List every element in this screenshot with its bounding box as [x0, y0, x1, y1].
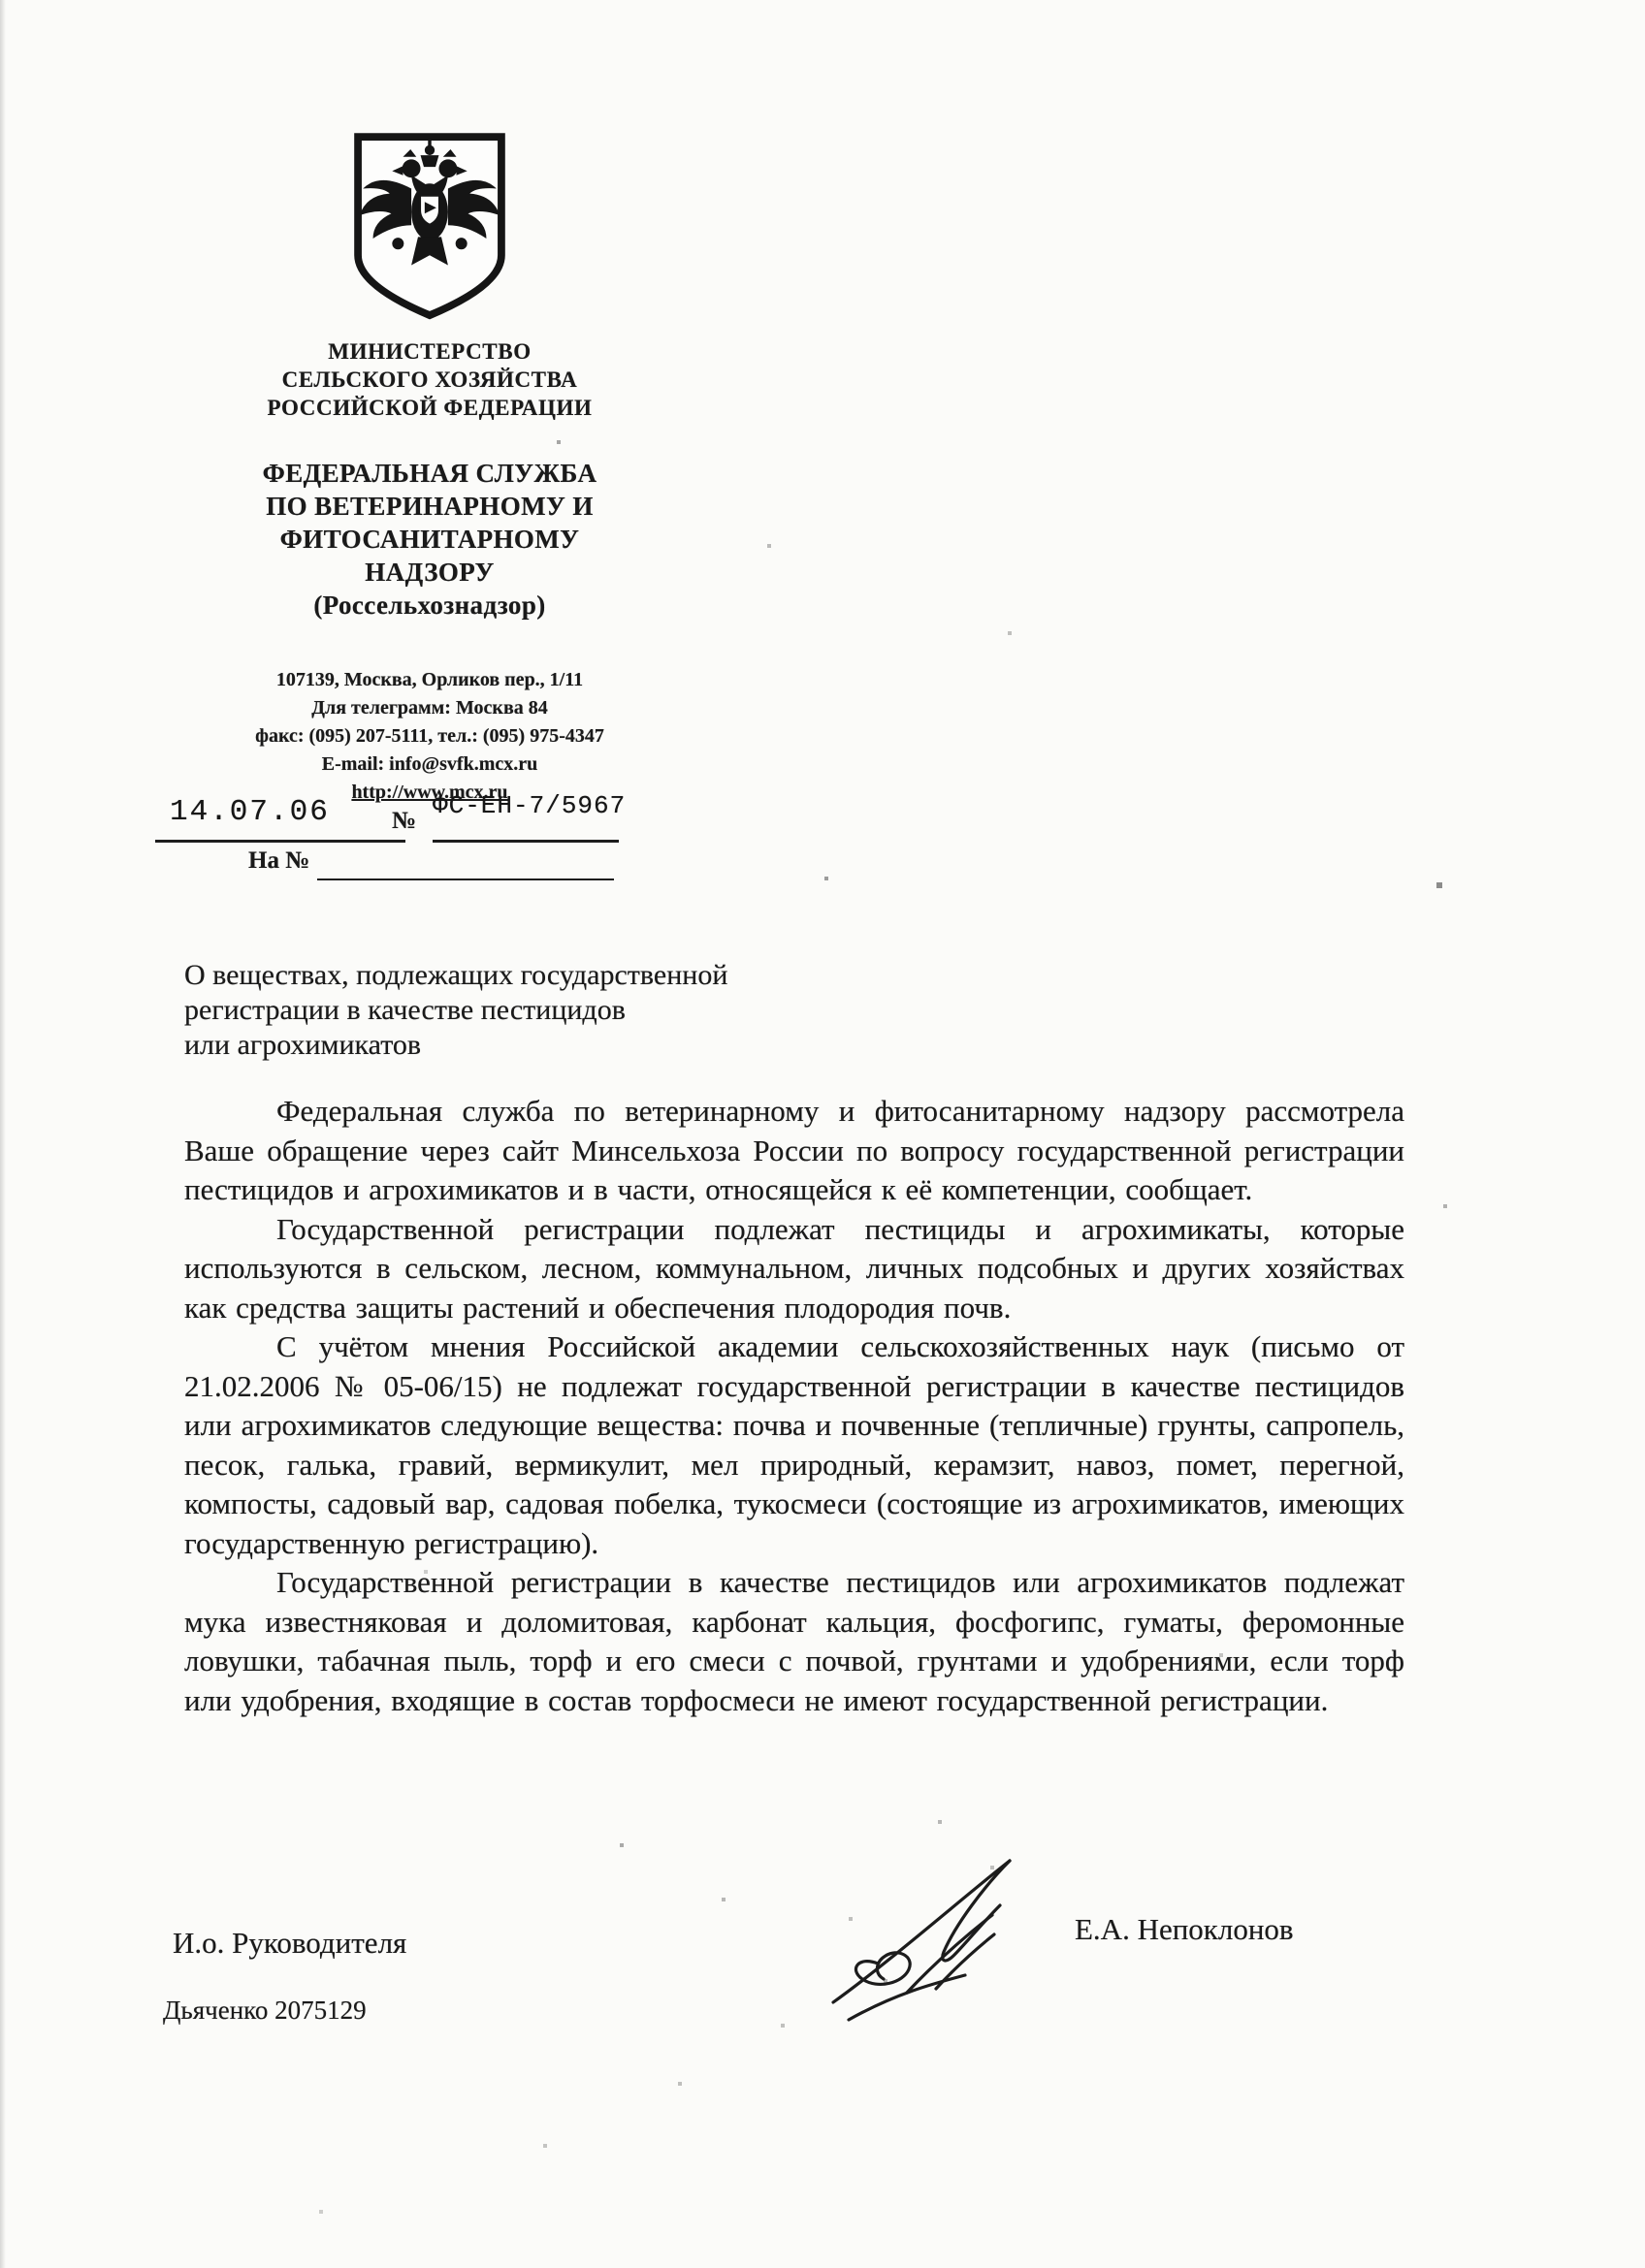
body-paragraph-1: Федеральная служба по ветеринарному и фитосанитарному надзору рассмотрела Ваше обращение через сайт Минсельхоза России по вопросу государственной регистрации пестицидов и агрохимикатов и в части, относящейся к её компетенции, сообщает.	[184, 1094, 1404, 1206]
subject-block	[184, 958, 727, 1063]
website-url: http://www.mcx.ru	[351, 782, 508, 803]
fax-phone: факс: (095) 207-5111, тел.: (095) 975-4347	[255, 725, 604, 747]
date-underline	[155, 840, 405, 843]
executor-note: Дьяченко 2075129	[163, 1996, 367, 2025]
subject-line: О веществах, подлежащих государственной	[184, 959, 728, 991]
russian-coat-of-arms-icon	[346, 132, 513, 322]
service-line: ФИТОСАНИТАРНОМУ	[279, 525, 580, 554]
subject-line: или агрохимикатов	[184, 1029, 422, 1061]
body-paragraph-2: Государственной регистрации подлежат пестициды и агрохимикаты, которые используются в сельском, лесном, коммунальном, личных подсобных и других хозяйствах как средства защиты растений и обеспечения плодородия почв.	[184, 1211, 1404, 1325]
service-name	[124, 457, 735, 622]
scan-noise-specks	[0, 0, 2, 2]
ministry-line: МИНИСТЕРСТВО	[328, 339, 532, 364]
number-underline	[433, 840, 619, 843]
handwritten-signature-icon	[820, 1847, 1081, 2027]
scan-edge-artifact	[0, 0, 6, 2268]
signatory-position: И.о. Руководителя	[173, 1926, 407, 1960]
reply-number-underline	[317, 878, 614, 880]
letterhead	[124, 132, 735, 807]
service-line: НАДЗОРУ	[365, 558, 495, 587]
reply-to-label: На №	[248, 847, 310, 874]
ministry-name	[124, 337, 735, 422]
body-paragraph-4: Государственной регистрации в качестве пестицидов или агрохимикатов подлежат мука известняковая и доломитовая, карбонат кальция, фосфогипс, гуматы, феромонные ловушки, табачная пыль, торф и его смеси с почвой, грунтами и удобрениями, если торф или удобрения, входящие в состав торфосмеси не имеют государственной регистрации.	[184, 1565, 1404, 1717]
telegram-address: Для телеграмм: Москва 84	[311, 697, 548, 719]
number-label: №	[392, 808, 417, 834]
contact-info	[124, 666, 735, 807]
letter-body	[184, 1092, 1404, 1720]
letter-date: 14.07.06	[170, 795, 330, 829]
email-address: E-mail: info@svfk.mcx.ru	[321, 753, 538, 775]
ministry-line: СЕЛЬСКОГО ХОЗЯЙСТВА	[281, 367, 578, 392]
service-line: ФЕДЕРАЛЬНАЯ СЛУЖБА	[262, 459, 597, 488]
subject-line: регистрации в качестве пестицидов	[184, 994, 626, 1026]
service-line: ПО ВЕТЕРИНАРНОМУ И	[266, 492, 594, 521]
body-paragraph-3: С учётом мнения Российской академии сельскохозяйственных наук (письмо от 21.02.2006 № 05-06/15) не подлежат государственной регистрации в качестве пестицидов или агрохимикатов следующие вещества: почва и почвенные (тепличные) грунты, сапропель, песок, галька, гравий, вермикулит, мел природный, керамзит, навоз, помет, перегной, компосты, садовый вар, садовая побелка, тукосмеси (состоящие из агрохимикатов, имеющих государственную регистрацию).	[184, 1329, 1404, 1560]
signatory-name: Е.А. Непоклонов	[1075, 1912, 1294, 1946]
ministry-line: РОССИЙСКОЙ ФЕДЕРАЦИИ	[267, 396, 593, 420]
service-line: (Россельхознадзор)	[313, 591, 546, 620]
letter-number: ФС-ЕН-7/5967	[433, 791, 627, 820]
postal-address: 107139, Москва, Орликов пер., 1/11	[275, 669, 584, 690]
